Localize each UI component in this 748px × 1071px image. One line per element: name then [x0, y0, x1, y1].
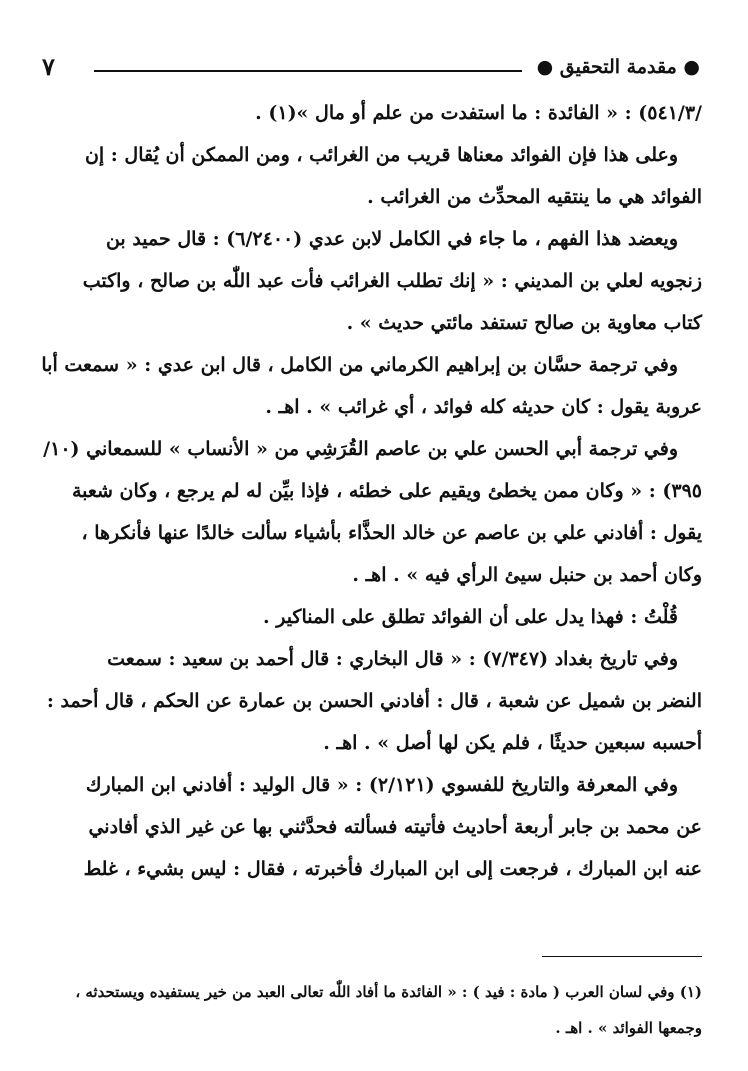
footnote-rule	[542, 956, 702, 957]
main-text	[41, 92, 702, 890]
text-line: وعلى هذا فإن الفوائد معناها قريب من الغرائب ، ومن الممكن أن يُقال : إن	[84, 144, 678, 166]
text-line: كتاب معاوية بن صالح تستفد مائتي حديث » .	[346, 312, 702, 334]
text-line: وفي ترجمة حسَّان بن إبراهيم الكرماني من الكامل ، قال ابن عدي : « سمعت أبا	[41, 354, 678, 376]
footnote-line: وجمعها الفوائد » . اهـ .	[555, 1019, 702, 1037]
text-line: قُلْتُ : فهذا يدل على أن الفوائد تطلق على المناكير .	[262, 606, 678, 628]
text-line: ويعضد هذا الفهم ، ما جاء في الكامل لابن عدي (٦/٢٤٠٠) : قال حميد بن	[105, 228, 678, 250]
text-line: ٣٩٥) : « وكان ممن يخطئ ويقيم على خطئه ، فإذا بيِّن له لم يرجع ، وكان شعبة	[71, 480, 702, 502]
footnotes	[46, 974, 702, 1046]
page-header	[42, 52, 700, 82]
text-line: عروبة يقول : كان حديثه كله فوائد ، أي غرائب » . اهـ .	[265, 396, 702, 418]
running-title: ● مقدمة التحقيق ●	[536, 56, 700, 78]
text-line: وفي ترجمة أبي الحسن علي بن عاصم القُرَشِي من « الأنساب » للسمعاني (١٠/	[43, 438, 678, 460]
text-line: أحسبه سبعين حديثًا ، فلم يكن لها أصل » . اهـ .	[323, 732, 702, 754]
text-line: عنه ابن المبارك ، فرجعت إلى ابن المبارك فأخبرته ، فقال : ليس بشيء ، غلط	[83, 858, 702, 880]
text-line: الفوائد هي ما ينتقيه المحدِّث من الغرائب .	[367, 186, 702, 208]
footnote-line: (١) وفي لسان العرب ( مادة : فيد ) : « الفائدة ما أفاد اللّٰه تعالى العبد من خير يستفيده ويستحدثه ،	[75, 983, 702, 1001]
text-line: عن محمد بن جابر أربعة أحاديث فأتيته فسألته فحدَّثني بها عن غير الذي أفادني	[88, 816, 702, 838]
text-line: وكان أحمد بن حنبل سيئ الرأي فيه » . اهـ .	[352, 564, 702, 586]
header-rule	[94, 70, 522, 72]
text-line: وفي تاريخ بغداد (٧/٣٤٧) : « قال البخاري : قال أحمد بن سعيد : سمعت	[107, 648, 678, 670]
text-line: /٥٤١/٣) : « الفائدة : ما استفدت من علم أو مال »(١) .	[255, 102, 702, 124]
text-line: زنجويه لعلي بن المديني : « إنك تطلب الغرائب فأت عبد اللّٰه بن صالح ، واكتب	[82, 270, 702, 292]
page-number: ٧	[42, 52, 55, 81]
text-line: وفي المعرفة والتاريخ للفسوي (٢/١٢١) : « قال الوليد : أفادني ابن المبارك	[85, 774, 678, 796]
text-line: يقول : أفادني علي بن عاصم عن خالد الحذَّاء بأشياء سألت خالدًا عنها فأنكرها ،	[81, 522, 702, 544]
text-line: النضر بن شميل عن شعبة ، قال : أفادني الحسن بن عمارة عن الحكم ، قال أحمد :	[46, 690, 702, 712]
